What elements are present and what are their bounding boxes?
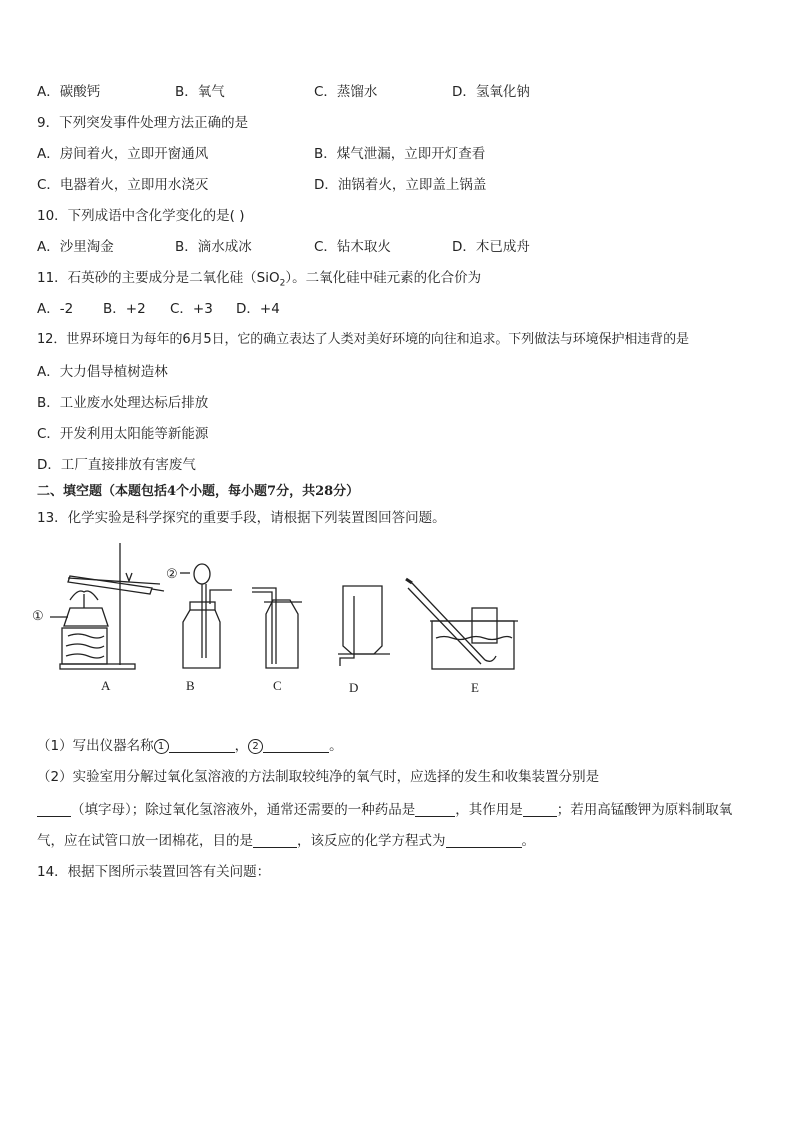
answer-blank[interactable] — [523, 802, 557, 817]
label-c: C — [273, 678, 282, 693]
q13-stem: 13．化学实验是科学探究的重要手段，请根据下列装置图回答问题。 — [37, 510, 446, 526]
marker-2: ② — [166, 566, 178, 581]
q8-option-c: C．蒸馏水 — [314, 84, 378, 100]
apparatus-e — [406, 579, 518, 669]
q11-option-a: A．-2 — [37, 301, 74, 317]
apparatus-d — [338, 586, 390, 666]
answer-blank[interactable] — [37, 802, 71, 817]
apparatus-b — [180, 564, 232, 668]
q11-option-b: B．+2 — [103, 301, 146, 317]
answer-blank[interactable] — [446, 833, 522, 848]
q14-stem: 14．根据下图所示装置回答有关问题： — [37, 864, 271, 880]
marker-1: ① — [32, 608, 44, 623]
answer-blank[interactable] — [253, 833, 297, 848]
q12-stem: 12．世界环境日为每年的6月5日，它的确立表达了人类对美好环境的向往和追求。下列做法与环境保护相违背的是 — [37, 332, 689, 347]
subscript: 2 — [279, 278, 286, 289]
q10-option-c: C．钻木取火 — [314, 239, 391, 255]
apparatus-drawing — [40, 538, 540, 708]
apparatus-a — [50, 543, 164, 669]
q13-part2-line1: （2）实验室用分解过氧化氢溶液的方法制取较纯净的氧气时，应选择的发生和收集装置分别是 — [37, 769, 600, 785]
q12-option-b: B．工业废水处理达标后排放 — [37, 395, 209, 411]
label-b: B — [186, 678, 195, 693]
apparatus-c — [252, 588, 302, 668]
q8-option-b: B．氧气 — [175, 84, 225, 100]
lab-apparatus-figure — [32, 538, 540, 708]
label-d: D — [349, 680, 359, 695]
q12-option-a: A．大力倡导植树造林 — [37, 364, 168, 380]
q13-part1: （1）写出仪器名称 1 ， 2 。 — [37, 738, 343, 754]
q9-option-b: B．煤气泄漏，立即开灯查看 — [314, 146, 486, 162]
answer-blank[interactable] — [415, 802, 455, 817]
q9-option-d: D．油锅着火，立即盖上锅盖 — [314, 177, 487, 193]
q12-option-c: C．开发利用太阳能等新能源 — [37, 426, 209, 442]
q9-option-c: C．电器着火，立即用水浇灭 — [37, 177, 209, 193]
answer-blank[interactable] — [169, 738, 235, 753]
q11-option-d: D．+4 — [236, 301, 280, 317]
q11-stem: 11．石英砂的主要成分是二氧化硅（SiO$_2$）。二氧化硅中硅元素的化合价为 — [37, 270, 482, 289]
q13-part2-line3: 气，应在试管口放一团棉花，目的是 ，该反应的化学方程式为 。 — [37, 833, 535, 849]
label-a: A — [101, 678, 111, 693]
q10-option-a: A．沙里淘金 — [37, 239, 114, 255]
q10-option-d: D．木已成舟 — [452, 239, 530, 255]
circled-1: 1 — [154, 739, 169, 754]
q8-option-d: D．氢氧化钠 — [452, 84, 530, 100]
q9-option-a: A．房间着火，立即开窗通风 — [37, 146, 209, 162]
q13-part2-line2: （填字母）；除过氧化氢溶液外，通常还需要的一种药品是 ，其作用是 ；若用高锰酸钾为原料制取氧 — [37, 801, 732, 819]
q8-option-a: A．碳酸钙 — [37, 84, 101, 100]
q9-stem: 9．下列突发事件处理方法正确的是 — [37, 115, 249, 131]
circled-2: 2 — [248, 739, 263, 754]
answer-blank[interactable] — [263, 738, 329, 753]
q10-stem: 10．下列成语中含化学变化的是( ) — [37, 208, 245, 224]
label-e: E — [471, 680, 479, 695]
q11-option-c: C．+3 — [170, 301, 213, 317]
q12-option-d: D．工厂直接排放有害废气 — [37, 457, 196, 473]
section-title: 二、填空题（本题包括4个小题，每小题7分，共28分） — [37, 484, 360, 499]
q10-option-b: B．滴水成冰 — [175, 239, 252, 255]
